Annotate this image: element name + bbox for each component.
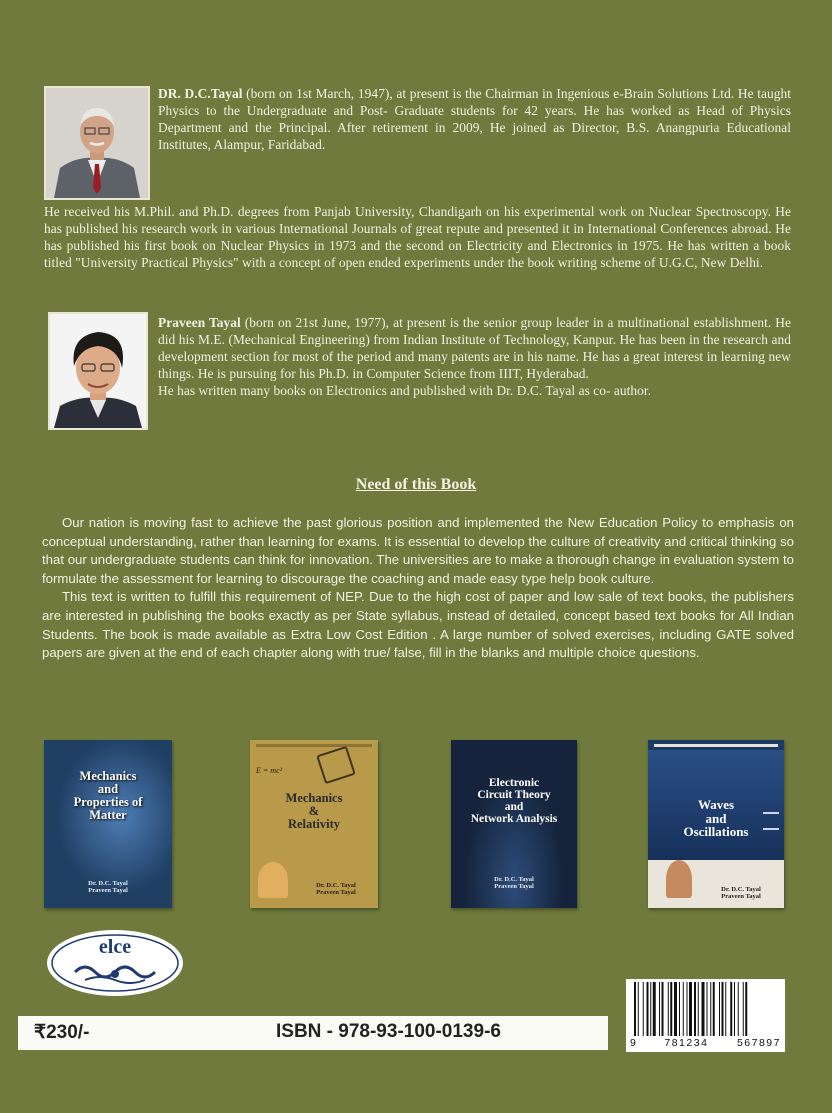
book1-title: Mechanics and Properties of Matter — [73, 769, 143, 823]
author2-photo — [48, 312, 148, 430]
price-label: ₹230/- — [34, 1022, 90, 1043]
book1-authors: Dr. D.C. Tayal Praveen Tayal — [88, 880, 128, 895]
barcode-digits-left: 781234 — [664, 1037, 709, 1049]
author2-name: Praveen Tayal — [158, 315, 241, 330]
need-text — [42, 514, 794, 663]
barcode-bar — [653, 982, 656, 1036]
barcode-bar — [725, 982, 726, 1036]
barcode-bar — [719, 982, 720, 1036]
barcode-bar — [687, 982, 688, 1036]
author1-bio — [158, 85, 791, 153]
book2-portrait — [258, 862, 288, 898]
author2-portrait-image — [50, 314, 146, 428]
publisher-logo-text: elce — [98, 936, 132, 958]
book2-title: Mechanics & Relativity — [285, 791, 343, 832]
barcode-bar — [683, 982, 684, 1036]
book-cover-electronic-circuit — [451, 740, 577, 908]
author2-bio — [158, 314, 791, 399]
barcode-bar — [730, 982, 732, 1036]
barcode-bar — [707, 982, 708, 1036]
book-cover-mechanics-properties — [44, 740, 172, 908]
author1-portrait-image — [46, 88, 148, 198]
barcode-bar — [647, 982, 649, 1036]
section-title: Need of this Book — [355, 476, 477, 493]
barcode-bar — [745, 982, 747, 1036]
barcode-bar — [710, 982, 711, 1036]
barcode-bar — [659, 982, 660, 1036]
barcode-bar — [713, 982, 715, 1036]
author1-intro: (born on 1st March, 1947), at present is the Chairman in Ingenious e-Brain Solutions Ltd. He taught Physics to the Undergraduate and Post- Graduate students for 42 years. He has worked as Head of Physics Department and the Principal. After retirement in 2009, He joined as Director, B.S. Anangpuria Educational Institutes, Alampur, Faridabad. — [158, 86, 791, 153]
barcode-bar — [638, 982, 639, 1036]
author1-photo — [44, 86, 150, 200]
barcode-bar — [670, 982, 672, 1036]
book4-title: Waves and Oscillations — [683, 797, 749, 840]
publisher-logo — [45, 928, 185, 998]
barcode-bar — [722, 982, 724, 1036]
author1-name: DR. D.C.Tayal — [158, 86, 243, 101]
book-cover-mechanics-relativity — [250, 740, 378, 908]
price-isbn-bar — [18, 1016, 608, 1050]
barcode-bar — [694, 982, 696, 1036]
book3-title: Electronic Circuit Theory and Network Analysis — [470, 777, 558, 826]
book4-authors: Dr. D.C. Tayal Praveen Tayal — [721, 886, 761, 901]
barcode-bar — [689, 982, 692, 1036]
barcode-bars — [632, 982, 779, 1038]
barcode-bar — [702, 982, 705, 1036]
book3-authors: Dr. D.C. Tayal Praveen Tayal — [494, 876, 534, 891]
barcode-bar — [738, 982, 739, 1036]
barcode-digit-lead: 9 — [630, 1037, 636, 1049]
isbn-label: ISBN - 978-93-100-0139-6 — [276, 1021, 501, 1042]
barcode-bar — [643, 982, 644, 1036]
need-para1: Our nation is moving fast to achieve the past glorious position and implemented the New Education Policy to emphasis on conceptual understanding, rather than learning for exams. It is essential to develop the culture of creativity and critical thinking so that our undergraduate students can think for innovation. The universities are to make a thorough change in evaluation system to formulate the assessment for learning to discourage the coaching and made easy type help book culture. — [42, 515, 794, 586]
author1-bio-continued — [44, 203, 791, 271]
book4-topline — [654, 744, 778, 747]
barcode-bar — [698, 982, 699, 1036]
barcode-bar — [650, 982, 651, 1036]
need-para2: This text is written to fulfill this requirement of NEP. Due to the high cost of paper and low sale of text books, the publishers are interested in publishing the books exactly as per State syllabus, instead of detailed, concept based text books for All Indian Students. The book is made available as Extra Low Cost Edition . A large number of solved exercises, including GATE solved papers are given at the end of each chapter along with true/ false, fill in the blanks and multiple choice questions. — [42, 589, 794, 661]
barcode-bar — [743, 982, 744, 1036]
book4-portrait — [666, 860, 692, 898]
barcode-bar — [674, 982, 677, 1036]
book2-authors: Dr. D.C. Tayal Praveen Tayal — [316, 882, 356, 897]
isbn-barcode — [626, 979, 785, 1052]
barcode-bar — [634, 982, 636, 1036]
barcode-bar — [668, 982, 669, 1036]
barcode-bar — [662, 982, 664, 1036]
barcode-bar — [734, 982, 735, 1036]
book2-art-icon — [316, 746, 356, 784]
book-cover-waves-oscillations — [648, 740, 784, 908]
book2-formula: E = mc² — [256, 766, 283, 775]
author2-para2: He has written many books on Electronics and published with Dr. D.C. Tayal as co- author. — [158, 383, 652, 399]
author2-intro: (born on 21st June, 1977), at present is the senior group leader in a multinational establishment. He did his M.E. (Mechanical Engineering) from Indian Institute of Technology, Kanpur. He has been in the research and development section for most of the period and many patents are in his name. He has a great interest in learning new things. He is pursuing for his Ph.D. in Computer Science from IIIT, Hyderabad. — [158, 315, 791, 382]
book2-topline — [256, 744, 372, 747]
barcode-digits-right: 567897 — [736, 1037, 781, 1049]
barcode-digits — [630, 1037, 781, 1049]
author1-para2: He received his M.Phil. and Ph.D. degrees from Panjab University, Chandigarh on his experimental work on Nuclear Spectroscopy. He has published his research work in various International Journals of great repute and presented it in International Conferences abroad. He has published his first book on Nuclear Physics in 1973 and the second on Electricity and Electronics in 1975. He has written a book titled "University Practical Physics" with a concept of open ended experiments under the book writing scheme of U.G.C, New Delhi. — [44, 204, 791, 271]
barcode-bar — [679, 982, 680, 1036]
